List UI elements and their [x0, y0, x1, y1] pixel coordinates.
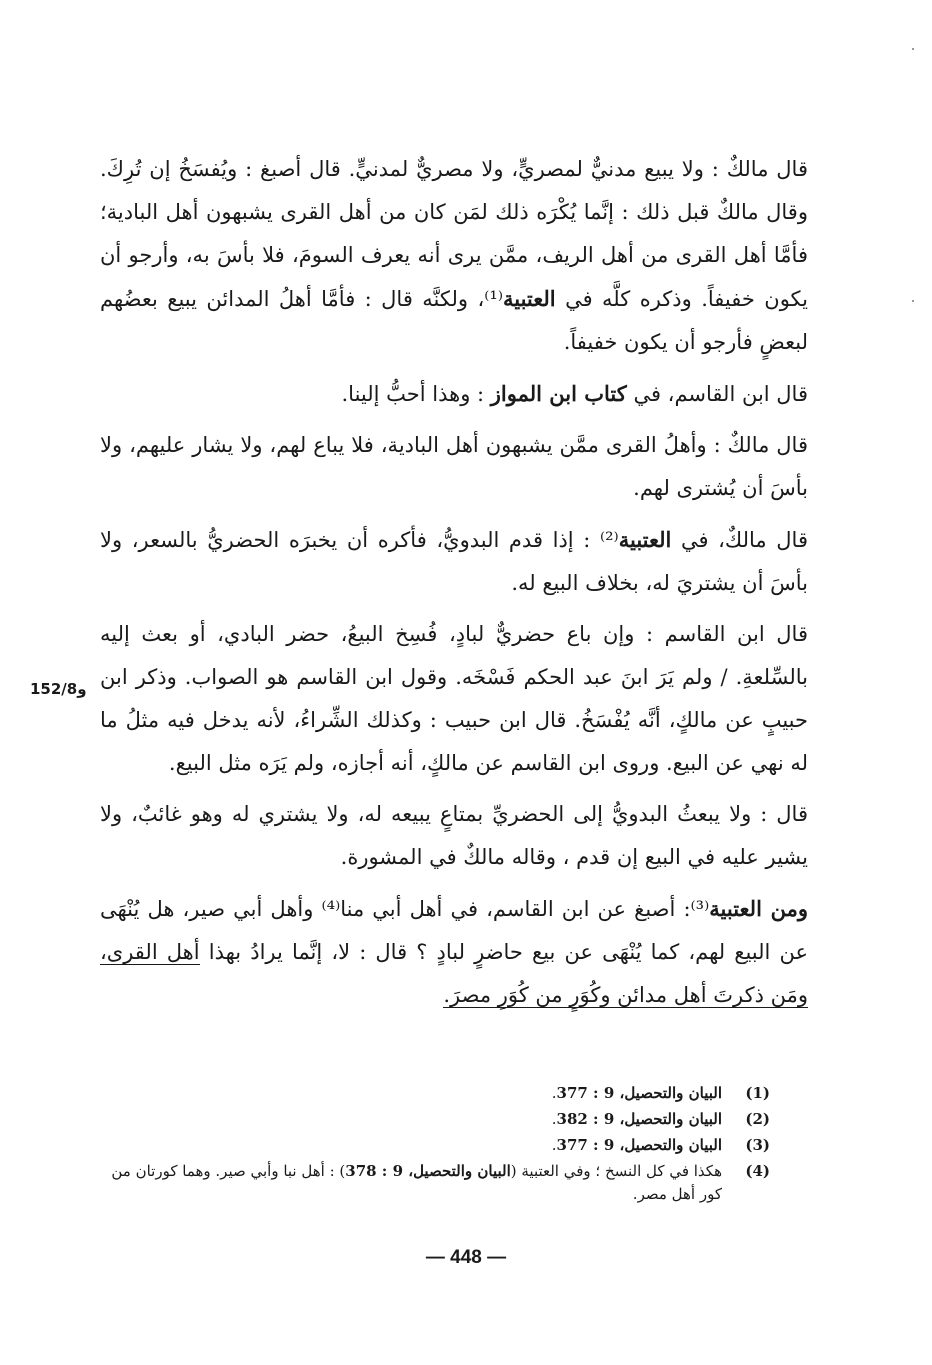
footnote-1: [110, 1082, 770, 1105]
paragraph-5: [100, 613, 808, 785]
footnote-rest: .: [551, 1136, 557, 1154]
paragraph-7-bold-term: ومن العتبية: [709, 896, 809, 921]
footnote-citation: البيان والتحصيل، 9 : 377: [556, 1136, 722, 1154]
paragraph-3-text: قال مالكٌ : وأهلُ القرى ممَّن يشبهون أهل البادية، فلا يباع لهم، ولا يشار عليهم، ولا بأسَ أن يُشترى لهم.: [100, 433, 808, 500]
footnote-text: [110, 1082, 722, 1105]
footnote-citation: البيان والتحصيل، 9 : 377: [556, 1084, 722, 1102]
paragraph-4-text-end: ⁽²⁾ : إذا قدم البدويُّ، فأكره أن يخبرَه الحضريُّ بالسعر، ولا بأسَ أن يشتريَ له، بخلاف البيع له.: [100, 528, 808, 595]
footnote-number: (1): [745, 1084, 770, 1102]
footnote-lead: هكذا في كل النسخ ؛ وفي العتبية (: [510, 1162, 722, 1180]
footnote-number: (4): [745, 1162, 770, 1180]
main-text-column: [100, 148, 808, 1025]
paragraph-1-text-end: ⁽¹⁾، ولكنَّه قال : فأمَّا أهلُ المدائن يبيع بعضُهم لبعضٍ فأرجو أن يكون خفيفاً.: [100, 287, 808, 354]
paragraph-3: [100, 424, 808, 510]
scan-speck: [912, 300, 914, 302]
paragraph-1-bold-term: العتبية: [503, 286, 556, 311]
footnote-rest: .: [551, 1110, 557, 1128]
paragraph-6-text: قال : ولا يبعثُ البدويُّ إلى الحضريِّ بمتاعٍ يبيعه له، ولا يشتري له وهو غائبٌ، ولا يشير عليه في البيع إن قدم ، وقاله مالكٌ في المشورة.: [100, 802, 808, 869]
footnote-3: [110, 1134, 770, 1157]
footnote-rest: .: [551, 1084, 557, 1102]
paragraph-2-text-end: : وهذا أحبُّ إلينا.: [341, 382, 491, 406]
footnote-2: [110, 1108, 770, 1131]
paragraph-5-text: قال ابن القاسم : وإن باع حضريٌّ لبادٍ، فُسِخ البيعُ، حضر البادي، أو بعث إليه بالسِّلعةِ. / ولم يَرَ ابنَ عبد الحكم فَسْخَه. وقول ابن القاسم هو الصواب. وذكر ابن حبيبٍ عن مالكٍ، أنَّه يُفْسَخُ. قال ابن حبيب : وكذلك الشِّراءُ، لأنه يدخل فيه مثلُ ما له نهي عن البيع. وروى ابن القاسم عن مالكٍ، أنه أجازه، ولم يَرَه مثل البيع.: [100, 622, 808, 775]
footnote-text: [110, 1108, 722, 1131]
paragraph-1: [100, 148, 808, 364]
footnote-rest: ) : أهل نبا وأبي صير. وهما كورتان من كور أهل مصر.: [111, 1162, 722, 1203]
paragraph-7: [100, 887, 808, 1017]
paragraph-6: [100, 793, 808, 879]
footnote-text: [110, 1160, 722, 1206]
paragraph-7-text: ⁽³⁾: أصبغ عن ابن القاسم، في أهل أبي منا⁽⁴⁾ وأهل أبي صير، هل يُنْهَى عن البيع لهم، كما يُنْهَى عن بيع حاضرٍ لبادٍ ؟ قال : لا، إنَّما يرادُ بهذا: [100, 897, 808, 964]
paragraph-1-text: قال مالكٌ : ولا يبيع مدنيٌّ لمصريٍّ، ولا مصريٌّ لمدنيٍّ. قال أصبغ : ويُفسَخُ إن تُرِكَ. وقال مالكٌ قبل ذلك : إنَّما يُكْرَه ذلك لمَن كان من أهل القرى يشبهون أهل البادية؛ فأمَّا أهل القرى من أهل الريف، ممَّن يرى أنه يعرف السومَ، فلا بأسَ به، وأرجو أن يكون خفيفاً. وذكره كلَّه في: [100, 157, 808, 311]
paragraph-2: [100, 372, 808, 416]
scan-speck: [912, 48, 914, 50]
footnotes: [110, 1082, 770, 1209]
page-number: — 448 —: [425, 1247, 507, 1268]
paragraph-2-bold-term: كتاب ابن المواز: [490, 381, 627, 406]
paragraph-7-underlined-text: أهل القرى، ومَن ذكرتَ أهل مدائن وكُوَرٍ من كُوَرِ مصرَ.: [100, 940, 808, 1007]
footnote-number: (2): [745, 1110, 770, 1128]
footnote-citation: البيان والتحصيل، 9 : 382: [556, 1110, 722, 1128]
paragraph-4: [100, 518, 808, 605]
footnote-citation: البيان والتحصيل، 9 : 378: [345, 1162, 511, 1180]
footnote-text: [110, 1134, 722, 1157]
folio-margin-note: 152/8و: [30, 680, 87, 698]
footnote-number: (3): [745, 1136, 770, 1154]
paragraph-2-text: قال ابن القاسم، في: [626, 382, 808, 406]
paragraph-4-bold-term: العتبية: [618, 527, 672, 552]
footnote-4: [110, 1160, 770, 1206]
paragraph-4-text: قال مالكٌ، في: [671, 528, 808, 552]
